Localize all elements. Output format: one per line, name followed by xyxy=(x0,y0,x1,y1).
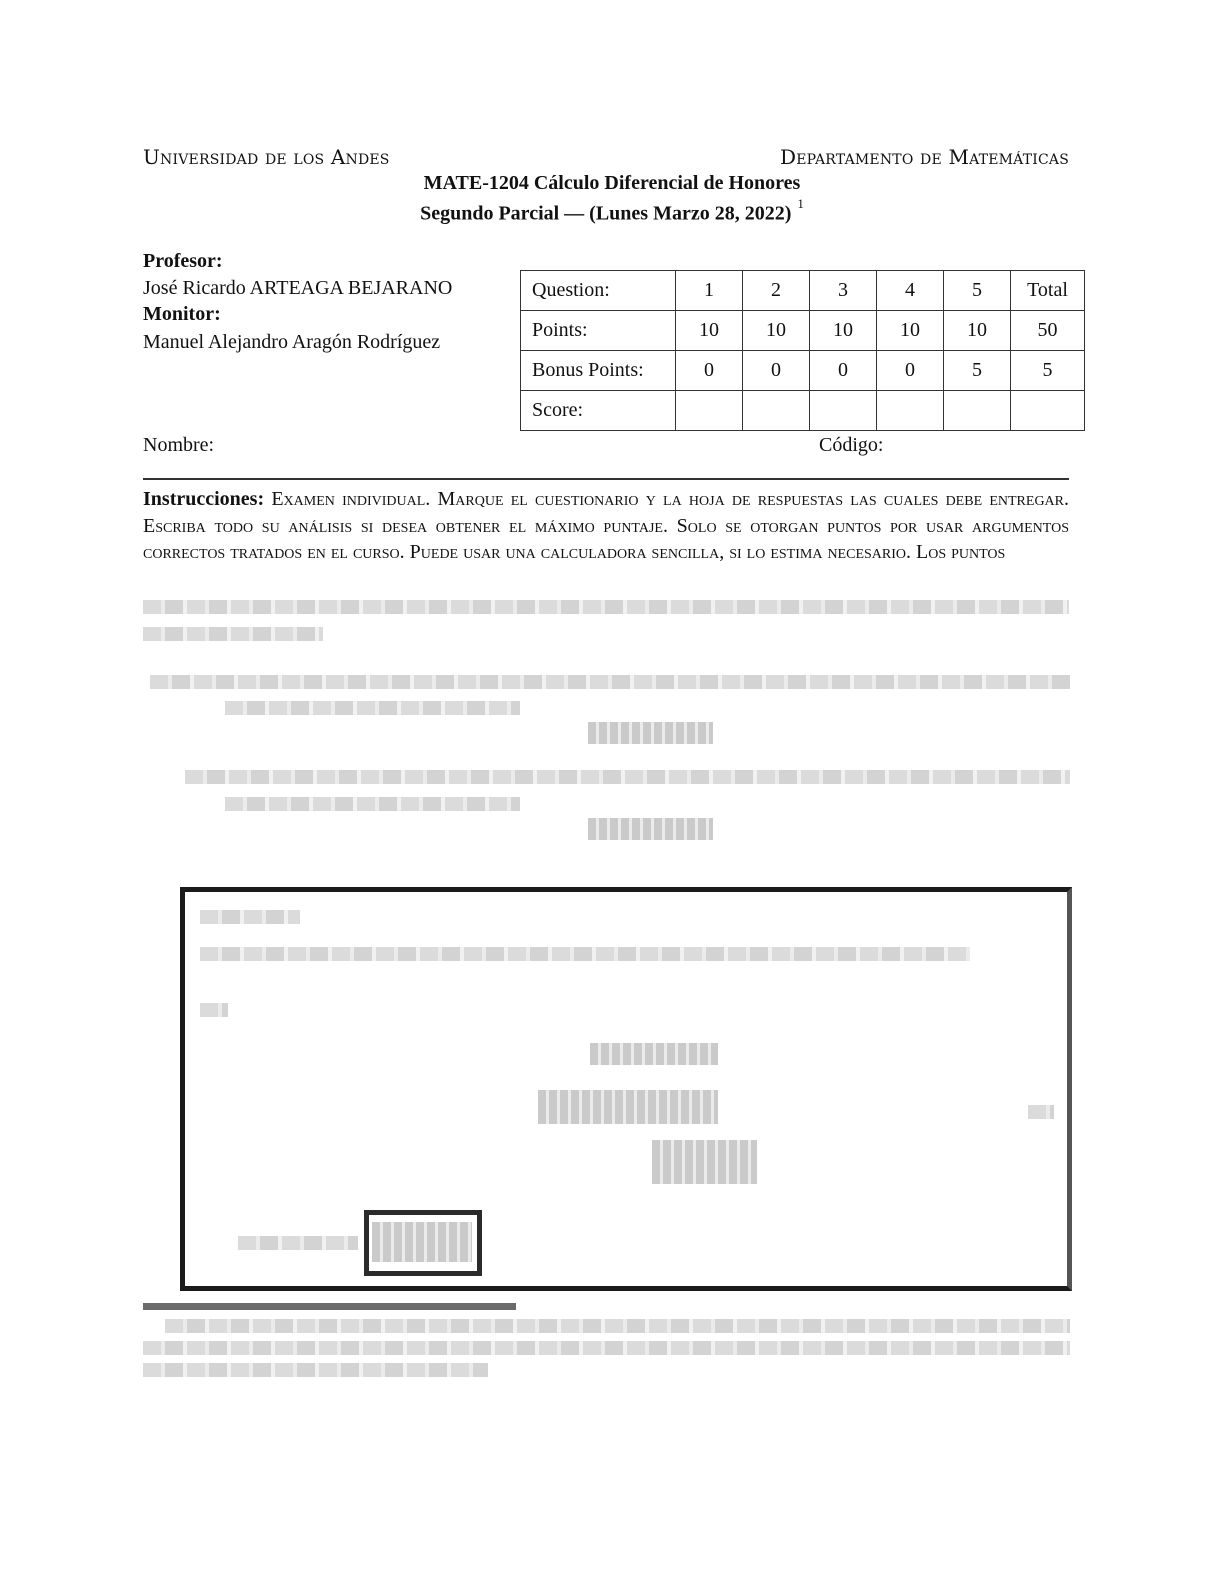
blurred-equation xyxy=(590,1043,718,1065)
score-table-cell: 0 xyxy=(810,351,877,391)
department-name: Departamento de Matemáticas xyxy=(780,145,1069,169)
blurred-part-label xyxy=(200,1003,228,1017)
monitor-label: Monitor: xyxy=(143,303,221,325)
score-table-row xyxy=(521,391,1085,431)
blurred-answer xyxy=(372,1222,472,1262)
score-table-row xyxy=(521,311,1085,351)
score-table-row-label: Bonus Points: xyxy=(521,351,676,391)
score-table-cell: 3 xyxy=(810,271,877,311)
blurred-question-text xyxy=(150,675,1070,689)
course-title: MATE-1204 Cálculo Diferencial de Honores xyxy=(423,172,801,194)
university-name: Universidad de los Andes xyxy=(143,145,390,169)
score-table-cell: Total xyxy=(1011,271,1085,311)
score-table-cell: 10 xyxy=(944,311,1011,351)
blurred-footnote xyxy=(143,1363,488,1377)
professor-label: Profesor: xyxy=(143,250,223,272)
professor-name: José Ricardo ARTEAGA BEJARANO xyxy=(143,277,453,299)
blurred-equation xyxy=(588,818,713,840)
blurred-equation xyxy=(652,1140,757,1184)
score-table-row xyxy=(521,351,1085,391)
score-table-cell: 4 xyxy=(877,271,944,311)
blurred-footnote xyxy=(143,1341,1070,1355)
score-table-cell: 10 xyxy=(676,311,743,351)
score-table-cell: 10 xyxy=(810,311,877,351)
score-input-cell[interactable] xyxy=(743,391,810,431)
score-input-cell[interactable] xyxy=(1011,391,1085,431)
score-table-cell: 5 xyxy=(1011,351,1085,391)
score-table-row-label: Points: xyxy=(521,311,676,351)
score-input-cell[interactable] xyxy=(877,391,944,431)
blurred-question-text xyxy=(225,701,520,715)
score-table-cell: 50 xyxy=(1011,311,1085,351)
score-table-cell: 0 xyxy=(877,351,944,391)
instructions-label: Instrucciones: xyxy=(143,488,265,510)
blurred-equation xyxy=(538,1090,718,1124)
blurred-equation xyxy=(588,722,713,744)
instructions xyxy=(143,486,1069,566)
score-table-cell: 5 xyxy=(944,351,1011,391)
score-table-cell: 2 xyxy=(743,271,810,311)
score-table-cell: 1 xyxy=(676,271,743,311)
instructions-text: Examen individual. Marque el cuestionario y la hoja de respuestas las cuales debe entregar. Escriba todo su análisis si desea obtener el máximo puntaje. Solo se otorgan puntos por usar argumentos correctos tratados en el curso. Puede usar una calculadora sencilla, si lo estima necesario. Los puntos xyxy=(143,488,1070,563)
score-table-cell: 5 xyxy=(944,271,1011,311)
score-table-row-label: Score: xyxy=(521,391,676,431)
score-table xyxy=(520,270,1085,431)
section-divider xyxy=(143,478,1069,480)
score-table-cell: 10 xyxy=(743,311,810,351)
code-field-label: Código: xyxy=(819,434,884,456)
blurred-solution-text xyxy=(200,947,970,961)
footnote-rule xyxy=(143,1303,516,1310)
exam-title xyxy=(0,196,1224,226)
score-table-cell: 10 xyxy=(877,311,944,351)
score-table-cell: 0 xyxy=(676,351,743,391)
blurred-solution-heading xyxy=(200,910,300,924)
blurred-answer-label xyxy=(238,1236,358,1250)
score-input-cell[interactable] xyxy=(944,391,1011,431)
score-table-cell: 0 xyxy=(743,351,810,391)
footnote-marker: 1 xyxy=(797,196,804,211)
blurred-instructions-line xyxy=(143,600,1069,614)
blurred-footnote xyxy=(165,1319,1070,1333)
score-table-row xyxy=(521,271,1085,311)
blurred-question-text xyxy=(185,770,1070,784)
score-input-cell[interactable] xyxy=(676,391,743,431)
name-field-label: Nombre: xyxy=(143,434,215,456)
monitor-name: Manuel Alejandro Aragón Rodríguez xyxy=(143,331,441,353)
blurred-question-text xyxy=(225,797,520,811)
exam-title-text: Segundo Parcial — (Lunes Marzo 28, 2022) xyxy=(420,202,792,225)
blurred-instructions-line xyxy=(143,627,323,641)
score-input-cell[interactable] xyxy=(810,391,877,431)
score-table-row-label: Question: xyxy=(521,271,676,311)
blurred-equation-number xyxy=(1028,1105,1054,1119)
